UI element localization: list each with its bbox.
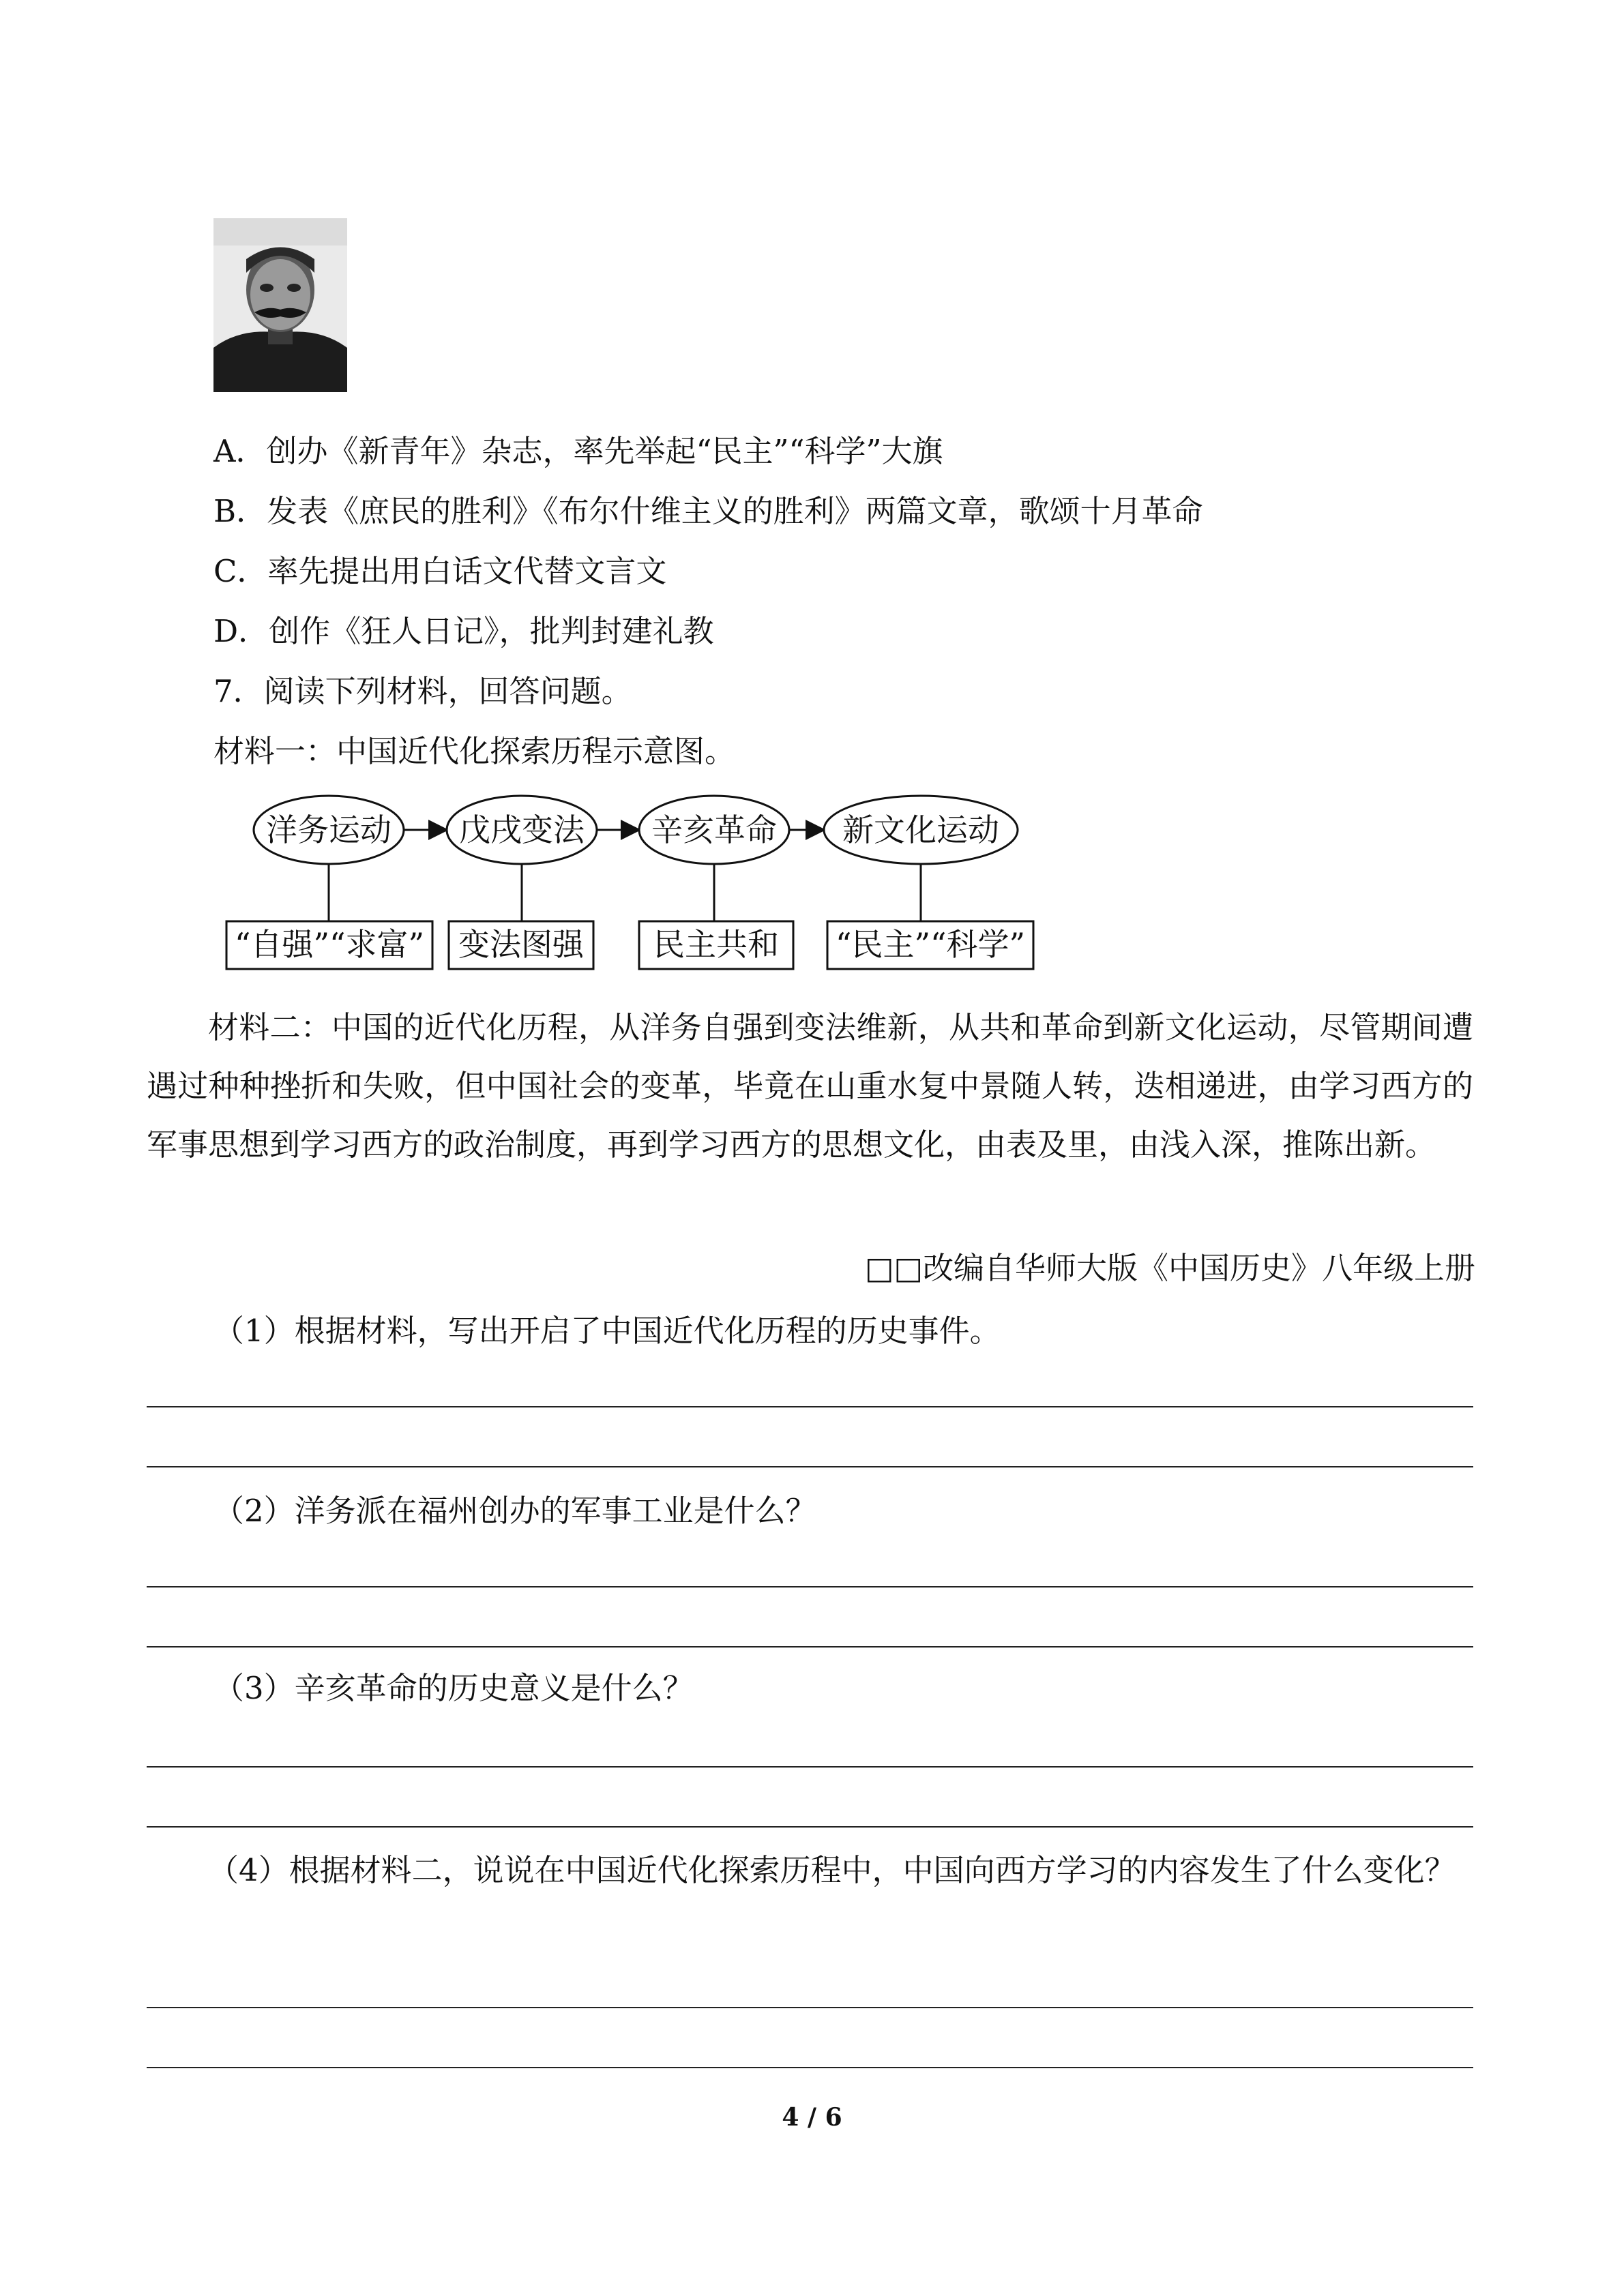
material-1-title: 材料一：中国近代化探索历程示意图。 (213, 733, 736, 769)
event-node-label: 戊戌变法 (459, 811, 585, 848)
answer-line[interactable] (147, 2067, 1473, 2068)
answer-line[interactable] (147, 1586, 1473, 1587)
sub-question-2: （2）洋务派在福州创办的军事工业是什么？ (213, 1493, 816, 1529)
answer-line[interactable] (147, 1646, 1473, 1648)
sub-question-4: （4）根据材料二，说说在中国近代化探索历程中，中国向西方学习的内容发生了什么变化？ (208, 1852, 1456, 1888)
answer-line[interactable] (147, 2007, 1473, 2008)
option-a: A．创办《新青年》杂志，率先举起“民主”“科学”大旗 (213, 433, 943, 469)
answer-line[interactable] (147, 1766, 1473, 1768)
option-b: B．发表《庶民的胜利》《布尔什维主义的胜利》两篇文章，歌颂十月革命 (213, 493, 1203, 529)
material-2-text: 材料二：中国的近代化历程，从洋务自强到变法维新，从共和革命到新文化运动，尽管期间遭遇过种种挫折和失败，但中国社会的变革，毕竟在山重水复中景随人转，迭相递进，由学习西方的军事思想到学习西方的政治制度，再到学习西方的思想文化，由表及里，由浅入深，推陈出新。 (147, 1009, 1473, 1163)
event-node-label: 新文化运动 (842, 811, 999, 848)
answer-line[interactable] (147, 1826, 1473, 1828)
option-d: D．创作《狂人日记》，批判封建礼教 (213, 613, 714, 649)
event-node-label: 洋务运动 (266, 811, 392, 848)
answer-line[interactable] (147, 1466, 1473, 1467)
slogan-label: 变法图强 (458, 926, 584, 963)
event-node-label: 辛亥革命 (651, 811, 777, 848)
material-source: □□改编自华师大版《中国历史》八年级上册 (864, 1250, 1475, 1286)
sub-question-1: （1）根据材料，写出开启了中国近代化历程的历史事件。 (213, 1313, 1001, 1349)
slogan-label: “民主”“科学” (835, 926, 1026, 963)
portrait-photo (213, 218, 347, 392)
question-7-intro: 7．阅读下列材料，回答问题。 (213, 673, 632, 709)
answer-line[interactable] (147, 1406, 1473, 1407)
slogan-label: “自强”“求富” (234, 926, 425, 963)
sub-question-3: （3）辛亥革命的历史意义是什么？ (213, 1670, 694, 1706)
modernization-diagram (218, 788, 1057, 972)
option-c: C．率先提出用白话文代替文言文 (213, 553, 667, 589)
page-number: 4 / 6 (782, 2103, 842, 2132)
slogan-label: 民主共和 (653, 926, 779, 963)
